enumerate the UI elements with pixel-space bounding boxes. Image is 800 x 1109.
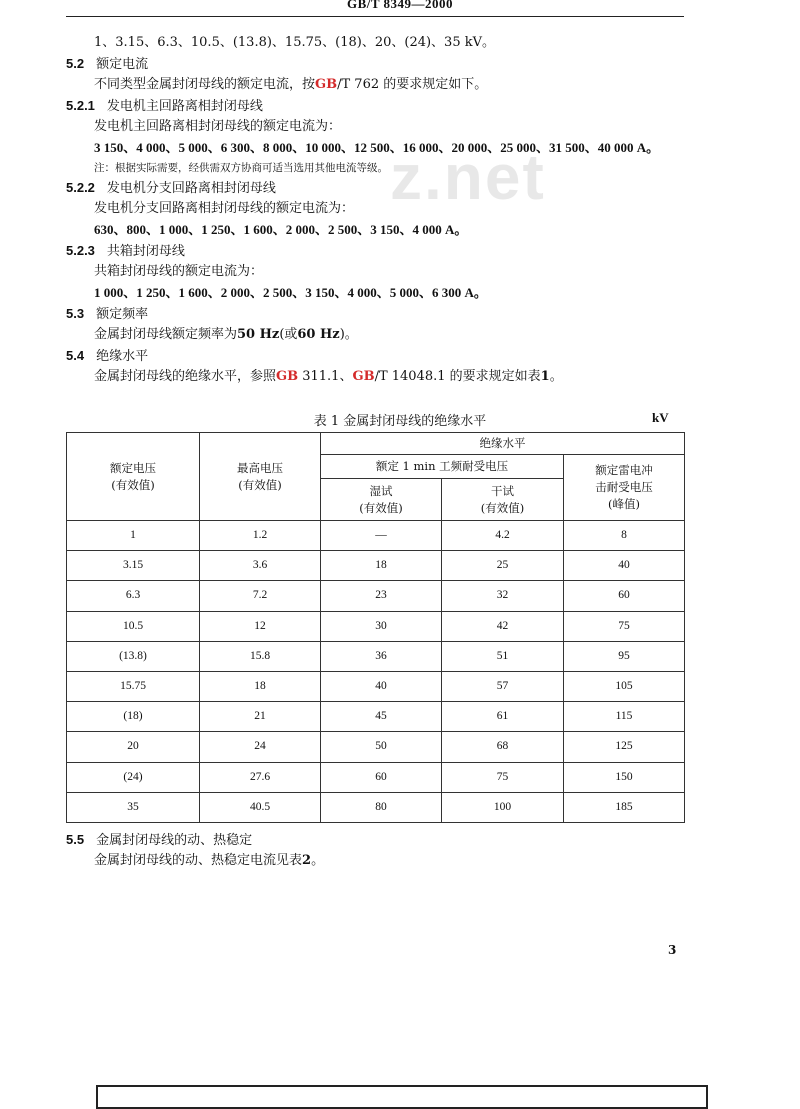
table-cell: 32 (442, 581, 564, 611)
table-row (67, 581, 685, 611)
section-5-5-heading (66, 831, 252, 850)
watermark: z.net (390, 141, 546, 213)
text-part: 金属封闭母线的绝缘水平，参照 (94, 369, 277, 384)
table-cell: 75 (564, 611, 685, 641)
text-part: (或 (279, 327, 298, 342)
table-cell: 100 (442, 792, 564, 822)
frequency-value: 60 Hz (297, 327, 340, 342)
section-5-4-heading (66, 347, 148, 366)
header-max-voltage: 最高电压 (有效值) (200, 433, 321, 521)
insulation-level-table (66, 432, 685, 823)
table-cell: 51 (442, 641, 564, 671)
table-cell: 30 (321, 611, 442, 641)
table-cell: 18 (200, 671, 321, 701)
table-cell: 12 (200, 611, 321, 641)
table-cell: 40 (321, 671, 442, 701)
text-part: )。 (339, 327, 358, 342)
table-ref: 2 (302, 853, 312, 868)
table-cell: 40.5 (200, 792, 321, 822)
section-5-2-3-heading (66, 242, 185, 261)
table-row (67, 521, 685, 551)
table-cell: 3.15 (67, 551, 200, 581)
table-cell: 42 (442, 611, 564, 641)
header-power-frequency: 额定 1 min 工频耐受电压 (321, 455, 564, 479)
table-unit: kV (652, 410, 669, 425)
table-cell: 27.6 (200, 762, 321, 792)
section-5-2-2-heading (66, 179, 276, 198)
table-cell: 185 (564, 792, 685, 822)
table-row (67, 762, 685, 792)
section-5-2-1-values: 3 150、4 000、5 000、6 300、8 000、10 000、12 500、16 000、20 000、25 000、31 500、40 000 A。 (94, 140, 660, 155)
text-part: 金属封闭母线额定频率为 (94, 327, 238, 342)
section-5-4-text (94, 368, 563, 386)
table-row (67, 732, 685, 762)
table-row (67, 611, 685, 641)
table-row (67, 702, 685, 732)
section-title: 金属封闭母线的动、热稳定 (96, 833, 253, 848)
table-row (67, 671, 685, 701)
table-cell: 36 (321, 641, 442, 671)
table-cell: 115 (564, 702, 685, 732)
table-cell: 150 (564, 762, 685, 792)
table-cell: (24) (67, 762, 200, 792)
header-rated-voltage: 额定电压 (有效值) (67, 433, 200, 521)
standard-ref: GB (315, 77, 338, 92)
table-cell: 68 (442, 732, 564, 762)
table-cell: 60 (321, 762, 442, 792)
section-title: 额定频率 (96, 307, 149, 322)
table-cell: 95 (564, 641, 685, 671)
table-cell: 25 (442, 551, 564, 581)
table-cell: 125 (564, 732, 685, 762)
table-cell: 8 (564, 521, 685, 551)
standard-ref: GB (276, 369, 299, 384)
text-part: /T 762 的要求规定如下。 (337, 77, 488, 92)
text-part: 不同类型金属封闭母线的额定电流，按 (94, 77, 316, 92)
table-cell: 3.6 (200, 551, 321, 581)
bottom-frame (96, 1085, 708, 1109)
table-cell: 1.2 (200, 521, 321, 551)
section-title: 发电机主回路离相封闭母线 (106, 99, 263, 114)
table-cell: 18 (321, 551, 442, 581)
header-wet-test: 湿试 (有效值) (321, 479, 442, 521)
section-number: 5.2.1 (66, 98, 95, 113)
section-number: 5.4 (66, 348, 85, 363)
section-number: 5.2 (66, 56, 85, 71)
section-5-2-2-values: 630、800、1 000、1 250、1 600、2 000、2 500、3 150、4 000 A。 (94, 222, 468, 237)
table-cell: 60 (564, 581, 685, 611)
section-5-3-heading (66, 305, 148, 324)
table-cell: (18) (67, 702, 200, 732)
section-title: 共箱封闭母线 (106, 244, 185, 259)
section-number: 5.5 (66, 832, 85, 847)
table-row (67, 551, 685, 581)
table-cell: 35 (67, 792, 200, 822)
section-number: 5.2.2 (66, 180, 95, 195)
section-title: 绝缘水平 (96, 349, 149, 364)
section-5-2-3-values: 1 000、1 250、1 600、2 000、2 500、3 150、4 000、5 000、6 300 A。 (94, 285, 487, 300)
section-5-3-text (94, 326, 358, 344)
table-cell: 24 (200, 732, 321, 762)
section-5-2-heading (66, 55, 148, 74)
header-rule (66, 16, 684, 17)
voltage-list: 1、3.15、6.3、10.5、(13.8)、15.75、(18)、20、(24)、35 kV。 (94, 35, 495, 50)
page-number: 3 (668, 943, 677, 957)
table-row (67, 792, 685, 822)
text-part: 。 (549, 369, 563, 384)
header-impulse: 额定雷电冲 击耐受电压 (峰值) (564, 455, 685, 521)
table-cell: 40 (564, 551, 685, 581)
section-5-2-2-text: 发电机分支回路离相封闭母线的额定电流为： (94, 201, 355, 216)
table-cell: 20 (67, 732, 200, 762)
section-5-2-3-text: 共箱封闭母线的额定电流为： (94, 264, 264, 279)
text-part: 。 (311, 853, 325, 868)
text-part: /T 14048.1 的要求规定如表 (374, 369, 541, 384)
table-cell: 23 (321, 581, 442, 611)
section-5-2-1-heading (66, 97, 263, 116)
section-title: 额定电流 (96, 57, 149, 72)
table-caption: 表 1 金属封闭母线的绝缘水平 (313, 414, 487, 429)
section-5-2-text (94, 76, 487, 94)
table-cell: 105 (564, 671, 685, 701)
table-row (67, 641, 685, 671)
table-cell: 1 (67, 521, 200, 551)
table-cell: 45 (321, 702, 442, 732)
standard-code: GB/T 8349—2000 (346, 0, 454, 11)
table-ref: 1 (540, 369, 550, 384)
table-cell: 10.5 (67, 611, 200, 641)
section-5-2-1-text: 发电机主回路离相封闭母线的额定电流为： (94, 119, 342, 134)
table-cell: 7.2 (200, 581, 321, 611)
standard-ref: GB (352, 369, 375, 384)
table-cell: 75 (442, 762, 564, 792)
table-cell: — (321, 521, 442, 551)
text-part: 金属封闭母线的动、热稳定电流见表 (94, 853, 303, 868)
table-cell: 15.75 (67, 671, 200, 701)
section-number: 5.3 (66, 306, 85, 321)
table-cell: 61 (442, 702, 564, 732)
table-cell: 15.8 (200, 641, 321, 671)
section-5-5-text (94, 852, 324, 870)
table-cell: 21 (200, 702, 321, 732)
table-cell: 50 (321, 732, 442, 762)
text-part: 311.1、 (298, 369, 353, 384)
section-title: 发电机分支回路离相封闭母线 (106, 181, 276, 196)
section-number: 5.2.3 (66, 243, 95, 258)
frequency-value: 50 Hz (237, 327, 280, 342)
table-cell: 57 (442, 671, 564, 701)
header-dry-test: 干试 (有效值) (442, 479, 564, 521)
table-cell: 6.3 (67, 581, 200, 611)
table-cell: (13.8) (67, 641, 200, 671)
table-cell: 4.2 (442, 521, 564, 551)
section-5-2-1-note: 注：根据实际需要，经供需双方协商可适当选用其他电流等级。 (94, 162, 388, 174)
table-cell: 80 (321, 792, 442, 822)
header-insulation-level: 绝缘水平 (321, 433, 685, 455)
